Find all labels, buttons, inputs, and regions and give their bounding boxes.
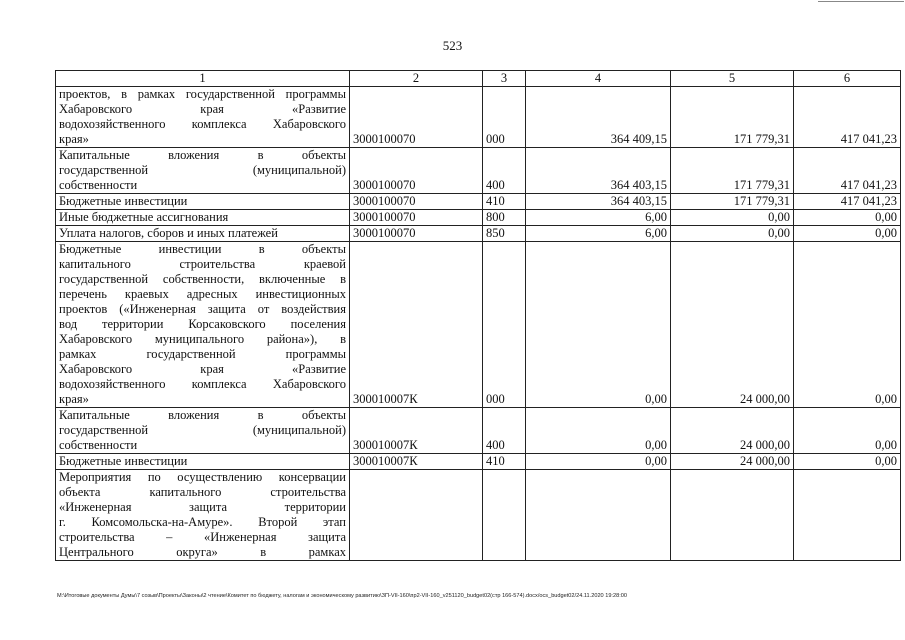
table-row xyxy=(56,87,901,148)
description-cell xyxy=(56,470,350,561)
description-line: края» xyxy=(59,132,89,146)
description-line: государственной собственности, включенные в xyxy=(59,272,346,286)
target-code-cell xyxy=(350,470,483,561)
budget-table xyxy=(55,70,901,561)
table-row xyxy=(56,148,901,194)
description-line: Хабаровского края «Развитие xyxy=(59,102,346,116)
target-code-cell: 3000100070 xyxy=(350,148,483,194)
amount-2022-cell: 417 041,23 xyxy=(794,148,901,194)
amount-2022-cell: 417 041,23 xyxy=(794,194,901,210)
description-line: вод территории Корсаковского поселения xyxy=(59,317,346,331)
description-line: Капитальные вложения в объекты xyxy=(59,408,346,422)
description-line: Хабаровского края «Развитие xyxy=(59,362,346,376)
description-line: Центрального округа» в рамках xyxy=(59,545,346,559)
amount-2020-cell: 6,00 xyxy=(526,226,671,242)
expense-type-cell xyxy=(483,470,526,561)
amount-2020-cell: 0,00 xyxy=(526,454,671,470)
description-cell xyxy=(56,408,350,454)
description-line: проектов («Инженерная защита от воздействия xyxy=(59,302,346,316)
description-line: «Инженерная защита территории xyxy=(59,500,346,514)
description-line: Бюджетные инвестиции xyxy=(59,454,188,468)
description-line: Бюджетные инвестиции xyxy=(59,194,188,208)
column-header: 5 xyxy=(671,71,794,87)
target-code-cell: 300010007К xyxy=(350,408,483,454)
target-code-cell: 300010007К xyxy=(350,454,483,470)
page-number: 523 xyxy=(442,38,463,53)
target-code-cell: 3000100070 xyxy=(350,210,483,226)
description-line: Иные бюджетные ассигнования xyxy=(59,210,229,224)
amount-2021-cell: 24 000,00 xyxy=(671,408,794,454)
description-cell xyxy=(56,454,350,470)
amount-2021-cell xyxy=(671,470,794,561)
amount-2021-cell: 24 000,00 xyxy=(671,454,794,470)
target-code-cell: 300010007К xyxy=(350,242,483,408)
file-path-footer: M:\Итоговые документы Думы\7 созыв\Проекты\Законы\2 чтение\Комитет по бюджету, налогам и экономическому развитию\ЗП-VII-160\пр2-VII-160_v251120_budget02(стр 166-574).docx/ocs_budget02/24.11.2020 19:28:00 xyxy=(57,593,627,599)
expense-type-cell: 410 xyxy=(483,454,526,470)
amount-2021-cell: 171 779,31 xyxy=(671,148,794,194)
amount-2022-cell: 0,00 xyxy=(794,408,901,454)
description-cell xyxy=(56,226,350,242)
amount-2021-cell: 171 779,31 xyxy=(671,87,794,148)
description-line: строительства – «Инженерная защита xyxy=(59,530,346,544)
description-line: водохозяйственного комплекса Хабаровского xyxy=(59,117,346,131)
column-header: 3 xyxy=(483,71,526,87)
description-line: собственности xyxy=(59,178,138,192)
expense-type-cell: 800 xyxy=(483,210,526,226)
amount-2020-cell: 364 403,15 xyxy=(526,148,671,194)
table-row xyxy=(56,226,901,242)
table-row xyxy=(56,470,901,561)
amount-2020-cell: 364 403,15 xyxy=(526,194,671,210)
description-line: собственности xyxy=(59,438,138,452)
description-cell xyxy=(56,242,350,408)
amount-2022-cell: 0,00 xyxy=(794,226,901,242)
description-line: объекта капитального строительства xyxy=(59,485,346,499)
description-line: Бюджетные инвестиции в объекты xyxy=(59,242,346,256)
description-line: рамках государственной программы xyxy=(59,347,346,361)
table-row xyxy=(56,210,901,226)
column-header: 1 xyxy=(56,71,350,87)
amount-2021-cell: 0,00 xyxy=(671,226,794,242)
description-line: Капитальные вложения в объекты xyxy=(59,148,346,162)
amount-2020-cell: 6,00 xyxy=(526,210,671,226)
description-cell xyxy=(56,87,350,148)
description-cell xyxy=(56,148,350,194)
amount-2021-cell: 171 779,31 xyxy=(671,194,794,210)
amount-2020-cell xyxy=(526,470,671,561)
table-row xyxy=(56,454,901,470)
expense-type-cell: 000 xyxy=(483,87,526,148)
table-row xyxy=(56,194,901,210)
description-line: края» xyxy=(59,392,89,406)
description-line: г. Комсомольска-на-Амуре». Второй этап xyxy=(59,515,346,529)
expense-type-cell: 410 xyxy=(483,194,526,210)
amount-2022-cell xyxy=(794,470,901,561)
top-edge-line xyxy=(818,1,904,2)
expense-type-cell: 400 xyxy=(483,408,526,454)
description-line: Уплата налогов, сборов и иных платежей xyxy=(59,226,278,240)
expense-type-cell: 400 xyxy=(483,148,526,194)
amount-2022-cell: 0,00 xyxy=(794,210,901,226)
amount-2022-cell: 0,00 xyxy=(794,454,901,470)
amount-2021-cell: 0,00 xyxy=(671,210,794,226)
table-row xyxy=(56,242,901,408)
description-line: капитального строительства краевой xyxy=(59,257,346,271)
expense-type-cell: 000 xyxy=(483,242,526,408)
description-line: водохозяйственного комплекса Хабаровского xyxy=(59,377,346,391)
description-line: государственной (муниципальной) xyxy=(59,163,346,177)
column-header: 6 xyxy=(794,71,901,87)
target-code-cell: 3000100070 xyxy=(350,87,483,148)
amount-2022-cell: 0,00 xyxy=(794,242,901,408)
target-code-cell: 3000100070 xyxy=(350,194,483,210)
description-line: Хабаровского муниципального района»), в xyxy=(59,332,346,346)
column-header: 4 xyxy=(526,71,671,87)
amount-2020-cell: 0,00 xyxy=(526,408,671,454)
table-header-row xyxy=(56,71,901,87)
amount-2020-cell: 364 409,15 xyxy=(526,87,671,148)
amount-2021-cell: 24 000,00 xyxy=(671,242,794,408)
amount-2022-cell: 417 041,23 xyxy=(794,87,901,148)
column-header: 2 xyxy=(350,71,483,87)
description-line: перечень краевых адресных инвестиционных xyxy=(59,287,346,301)
description-cell xyxy=(56,210,350,226)
description-line: государственной (муниципальной) xyxy=(59,423,346,437)
target-code-cell: 3000100070 xyxy=(350,226,483,242)
description-line: проектов, в рамках государственной программы xyxy=(59,87,346,101)
description-line: Мероприятия по осуществлению консервации xyxy=(59,470,346,484)
budget-table-body xyxy=(56,71,901,561)
table-row xyxy=(56,408,901,454)
expense-type-cell: 850 xyxy=(483,226,526,242)
amount-2020-cell: 0,00 xyxy=(526,242,671,408)
description-cell xyxy=(56,194,350,210)
